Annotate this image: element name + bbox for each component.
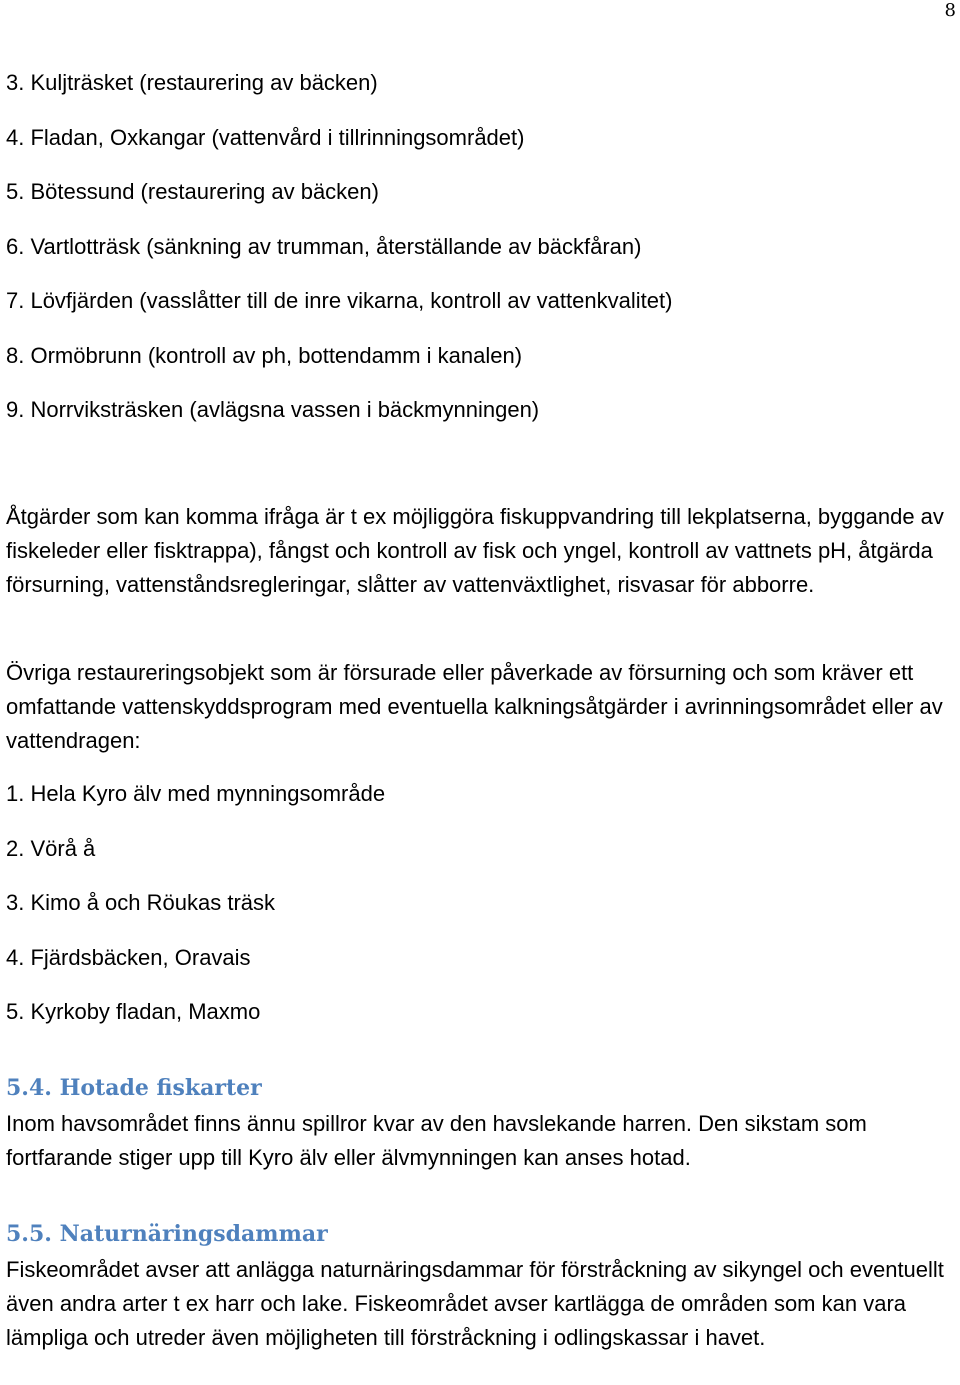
list-item: 8. Ormöbrunn (kontroll av ph, bottendamm i kanalen) [6, 342, 523, 368]
list-item: 5. Kyrkoby fladan, Maxmo [6, 999, 261, 1024]
page-number: 8 [944, 0, 956, 21]
list-item: 2. Vörå å [6, 835, 96, 861]
restoration-list-top [6, 56, 672, 438]
list-item: 1. Hela Kyro älv med mynningsområde [6, 781, 386, 806]
section-text-5-5: Fiskeområdet avser att anlägga naturnäringsdammar för förstråckning av sikyngel och eventuellt även andra arter t ex harr och lake. Fiskeområdet avser kartlägga de områden som kan vara lämpliga och utreder även möjligheten till förstråckning i odlingskassar i havet. [6, 1257, 944, 1350]
section-text-5-4: Inom havsområdet finns ännu spillror kvar av den havslekande harren. Den sikstam som fortfarande stiger upp till Kyro älv eller älvmynningen kan anses hotad. [6, 1111, 867, 1170]
section-heading-5-4: 5.4. Hotade fiskarter [6, 1075, 262, 1101]
acidified-waters-list [6, 767, 385, 1040]
list-item: 3. Kuljträsket (restaurering av bäcken) [6, 70, 378, 95]
list-item: 6. Vartlotträsk (sänkning av trumman, återställande av bäckfåran) [6, 233, 642, 259]
list-item: 4. Fladan, Oxkangar (vattenvård i tillrinningsområdet) [6, 124, 525, 150]
list-item: 7. Lövfjärden (vasslåtter till de inre vikarna, kontroll av vattenkvalitet) [6, 288, 673, 313]
list-item: 9. Norrviksträsken (avlägsna vassen i bäckmynningen) [6, 397, 540, 422]
section-heading-5-5: 5.5. Naturnäringsdammar [6, 1221, 328, 1247]
other-objects-paragraph: Övriga restaureringsobjekt som är försurade eller påverkade av försurning och som kräver ett omfattande vattenskyddsprogram med eventuella kalkningsåtgärder i avrinningsområdet eller av vattendragen: [6, 660, 943, 753]
list-item: 3. Kimo å och Röukas träsk [6, 890, 276, 915]
list-item: 4. Fjärdsbäcken, Oravais [6, 944, 251, 970]
measures-paragraph: Åtgärder som kan komma ifråga är t ex möjliggöra fiskuppvandring till lekplatserna, byggande av fiskeleder eller fisktrappa), fångst och kontroll av fisk och yngel, kontroll av vattnets pH, åtgärda försurning, vattenståndsregleringar, slåtter av vattenväxtlighet, risvasar för abborre. [6, 504, 944, 597]
list-item: 5. Bötessund (restaurering av bäcken) [6, 179, 379, 204]
